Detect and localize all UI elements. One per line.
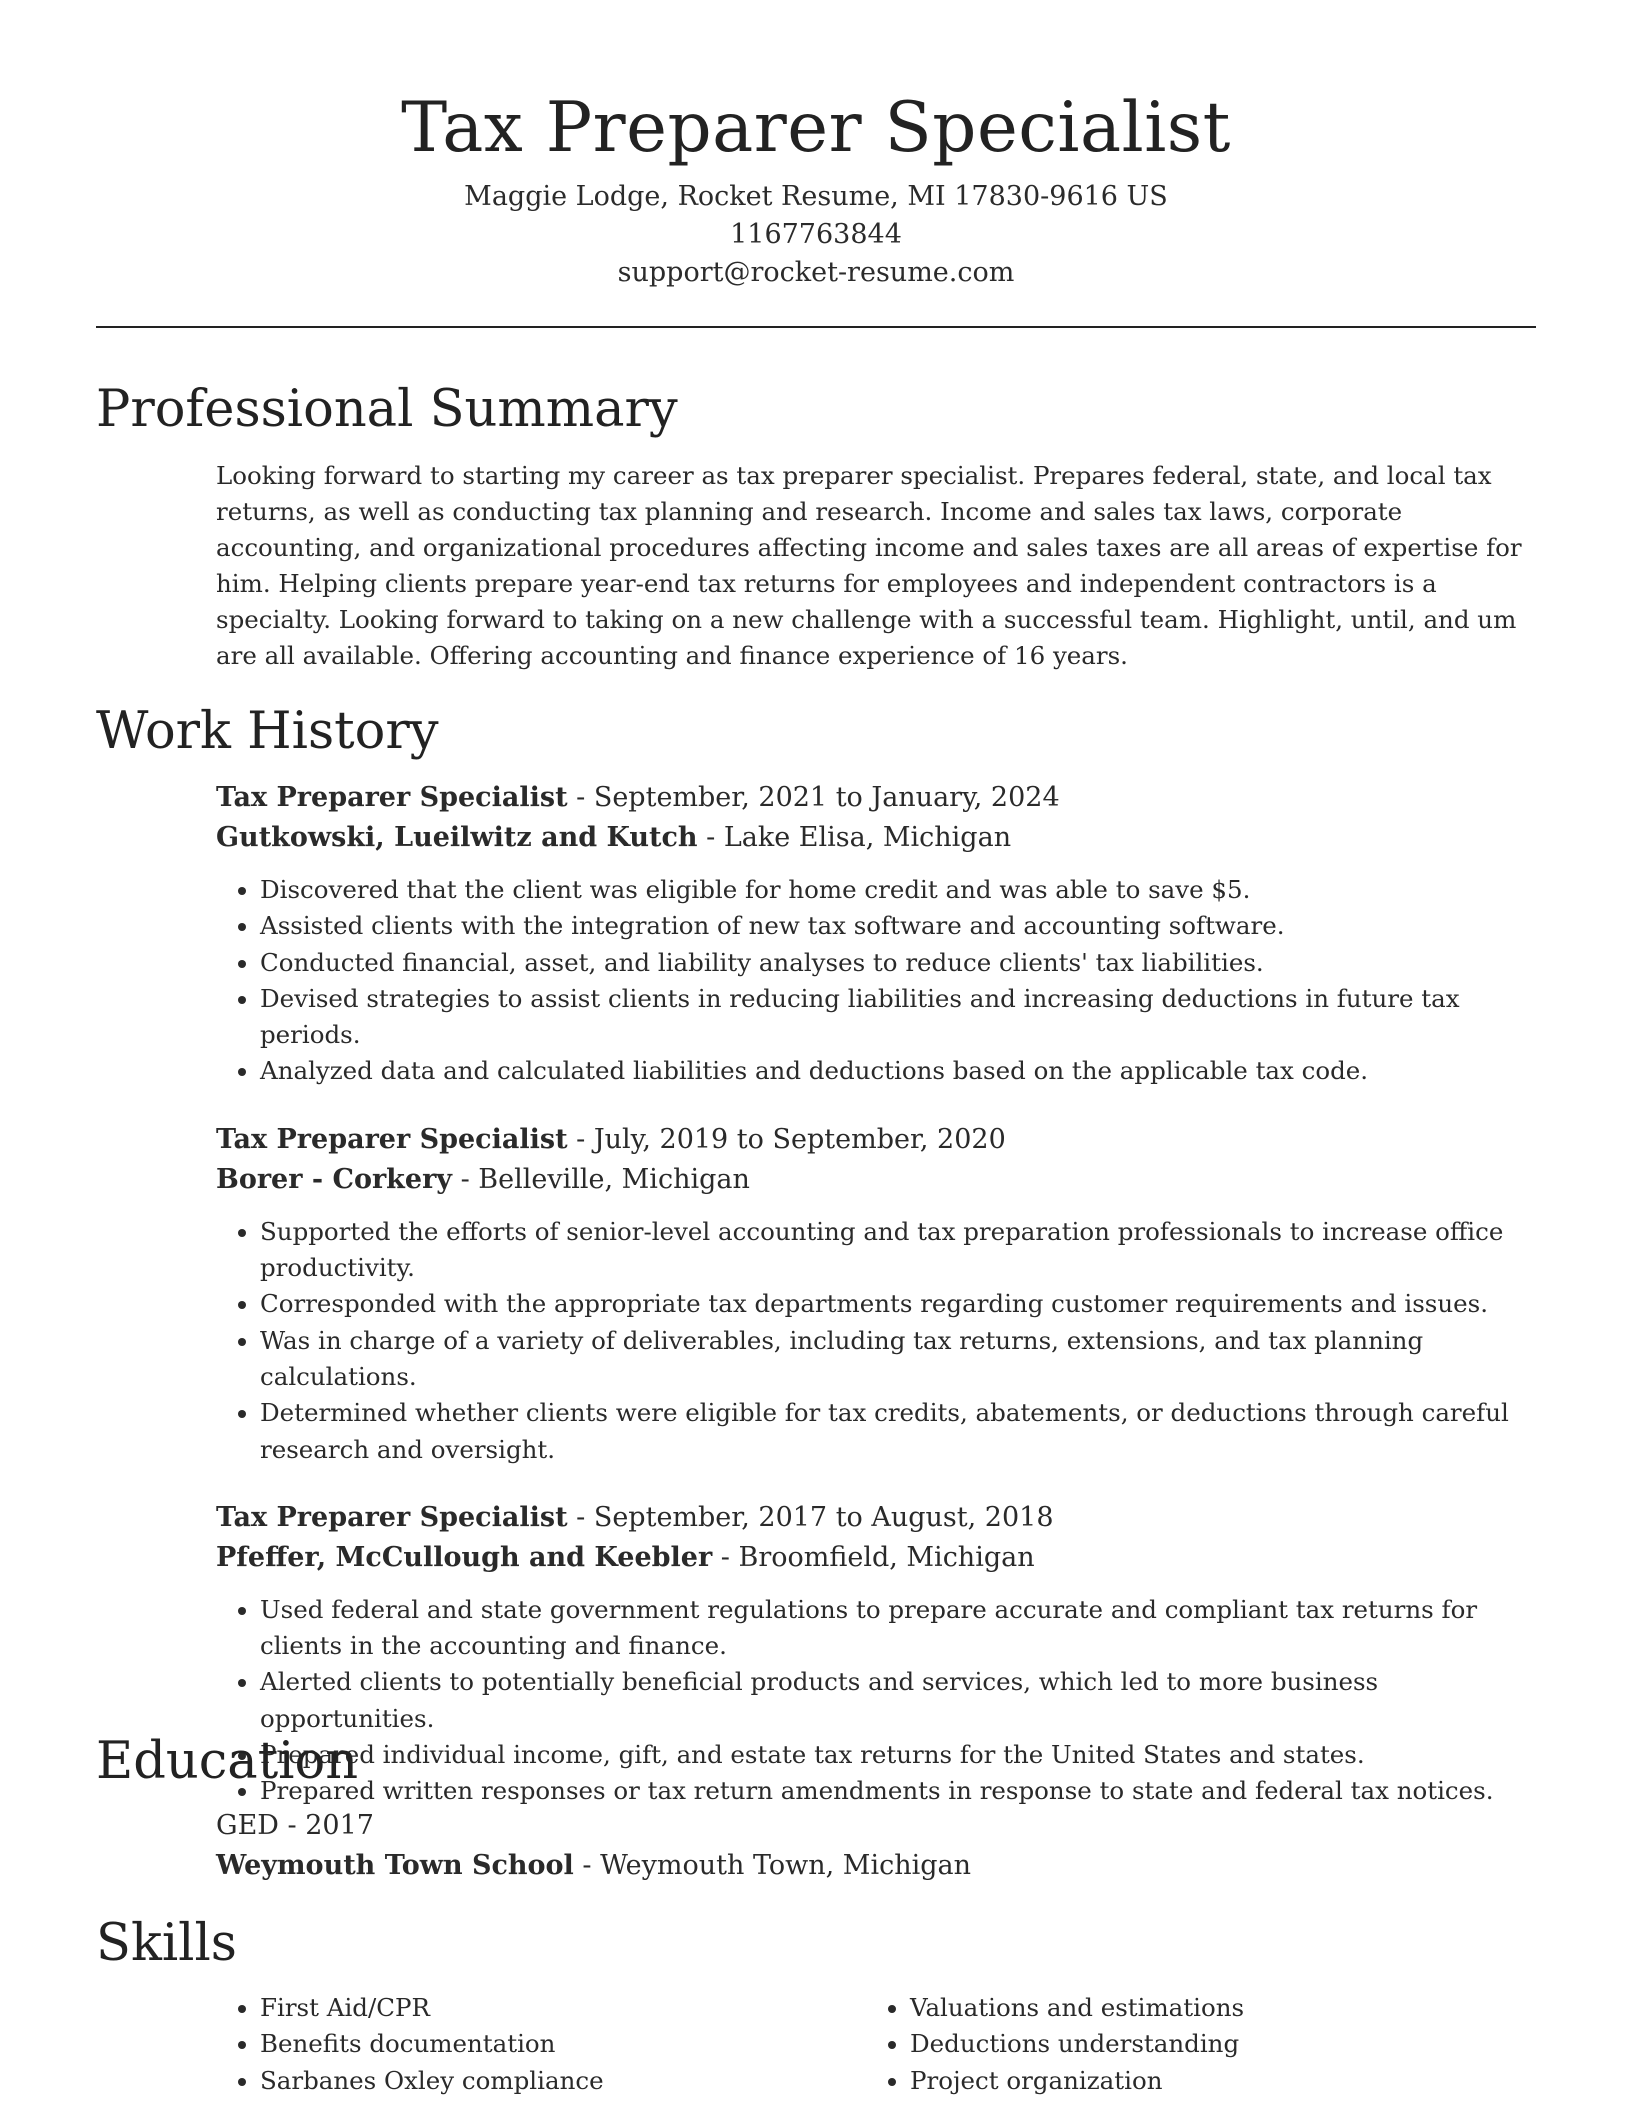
list-item: • Supported the efforts of senior-level accounting and tax preparation professionals to increase office productivity. — [260, 1214, 1530, 1287]
job-dates: - September, 2021 to January, 2024 — [567, 782, 1060, 813]
skills-list-left — [216, 1990, 866, 2099]
header-divider — [96, 326, 1536, 328]
list-item: • Benefits documentation — [260, 2026, 866, 2062]
job-bullets — [216, 1214, 1530, 1468]
list-item: • Devised strategies to assist clients in reducing liabilities and increasing deductions in future tax periods. — [260, 981, 1536, 1054]
list-item: • Was in charge of a variety of deliverables, including tax returns, extensions, and tax planning calculations. — [260, 1323, 1530, 1396]
skills-columns — [216, 1990, 1536, 2099]
job-bullets — [216, 872, 1536, 1090]
work-heading: Work History — [96, 702, 439, 761]
list-item: • Corresponded with the appropriate tax departments regarding customer requirements and issues. — [260, 1286, 1530, 1322]
contact-phone: 1167763844 — [730, 219, 902, 250]
work-section — [96, 700, 1536, 1810]
list-item: • Determined whether clients were eligible for tax credits, abatements, or deductions through careful research and oversight. — [260, 1395, 1530, 1468]
list-item: • Project organization — [910, 2063, 1516, 2099]
list-item: • Assisted clients with the integration of new tax software and accounting software. — [260, 908, 1536, 944]
contact-email: support@rocket-resume.com — [617, 257, 1015, 288]
skills-heading: Skills — [96, 1914, 237, 1973]
education-degree: GED - 2017 — [216, 1810, 374, 1841]
job-company: Gutkowski, Lueilwitz and Kutch — [216, 822, 698, 853]
resume-page — [96, 0, 1536, 2095]
list-item: • Valuations and estimations — [910, 1990, 1516, 2026]
education-school: Weymouth Town School — [216, 1850, 574, 1881]
job-company-line — [216, 1538, 1536, 1578]
list-item: • Alerted clients to potentially beneficial products and services, which led to more business opportunities. — [260, 1664, 1540, 1737]
job-title: Tax Preparer Specialist — [216, 1501, 568, 1533]
job-title-line — [216, 1498, 1536, 1538]
resume-name: Tax Preparer Specialist — [401, 88, 1231, 168]
job-company: Pfeffer, McCullough and Keebler — [216, 1541, 713, 1573]
contact-address: Maggie Lodge, Rocket Resume, MI 17830-9616 US — [464, 181, 1168, 212]
job-dates: - September, 2017 to August, 2018 — [567, 1501, 1054, 1533]
education-entry — [216, 1806, 1536, 1886]
job-title: Tax Preparer Specialist — [216, 1123, 568, 1155]
job-company: Borer - Corkery — [216, 1163, 452, 1195]
summary-heading: Professional Summary — [96, 380, 678, 439]
job-entry — [216, 1120, 1536, 1468]
list-item: • Analyzed data and calculated liabilities and deductions based on the applicable tax code. — [260, 1053, 1536, 1089]
skills-list-right — [866, 1990, 1516, 2099]
job-title-line — [216, 1120, 1536, 1160]
education-location: - Weymouth Town, Michigan — [573, 1850, 971, 1881]
job-location: - Belleville, Michigan — [452, 1163, 750, 1195]
skills-column-left — [216, 1990, 866, 2099]
skills-section — [96, 1912, 1536, 2099]
list-item: • Prepared individual income, gift, and estate tax returns for the United States and states. — [260, 1737, 1540, 1773]
job-location: - Broomfield, Michigan — [712, 1541, 1035, 1573]
list-item: • Discovered that the client was eligible for home credit and was able to save $5. — [260, 872, 1536, 908]
education-section — [96, 1730, 1536, 1886]
job-entry — [216, 778, 1536, 1090]
summary-section — [96, 378, 1536, 674]
job-dates: - July, 2019 to September, 2020 — [567, 1123, 1006, 1155]
list-item: • First Aid/CPR — [260, 1990, 866, 2026]
skills-column-right — [866, 1990, 1516, 2099]
list-item: • Conducted financial, asset, and liability analyses to reduce clients' tax liabilities. — [260, 945, 1536, 981]
list-item: • Deductions understanding — [910, 2026, 1516, 2062]
job-location: - Lake Elisa, Michigan — [697, 822, 1012, 853]
job-title: Tax Preparer Specialist — [216, 782, 568, 813]
resume-header — [96, 0, 1536, 328]
list-item: • Used federal and state government regulations to prepare accurate and compliant tax returns for clients in the accounting and finance. — [260, 1592, 1540, 1665]
job-title-line — [216, 778, 1536, 818]
education-heading: Education — [96, 1732, 359, 1791]
education-school-line — [216, 1846, 1536, 1886]
list-item: • Sarbanes Oxley compliance — [260, 2063, 866, 2099]
job-company-line — [216, 1160, 1536, 1200]
summary-text: Looking forward to starting my career as tax preparer specialist. Prepares federal, state, and local tax returns, as well as conducting tax planning and research. Income and sales tax laws, corporate accounting, and organizational procedures affecting income and sales taxes are all areas of expertise for him. Helping clients prepare year-end tax returns for employees and independent contractors is a specialty. Looking forward to taking on a new challenge with a successful team. Highlight, until, and um are all available. Offering accounting and finance experience of 16 years. — [216, 461, 1522, 670]
list-item: • Prepared written responses or tax return amendments in response to state and federal tax notices. — [260, 1773, 1540, 1809]
job-company-line — [216, 818, 1536, 858]
